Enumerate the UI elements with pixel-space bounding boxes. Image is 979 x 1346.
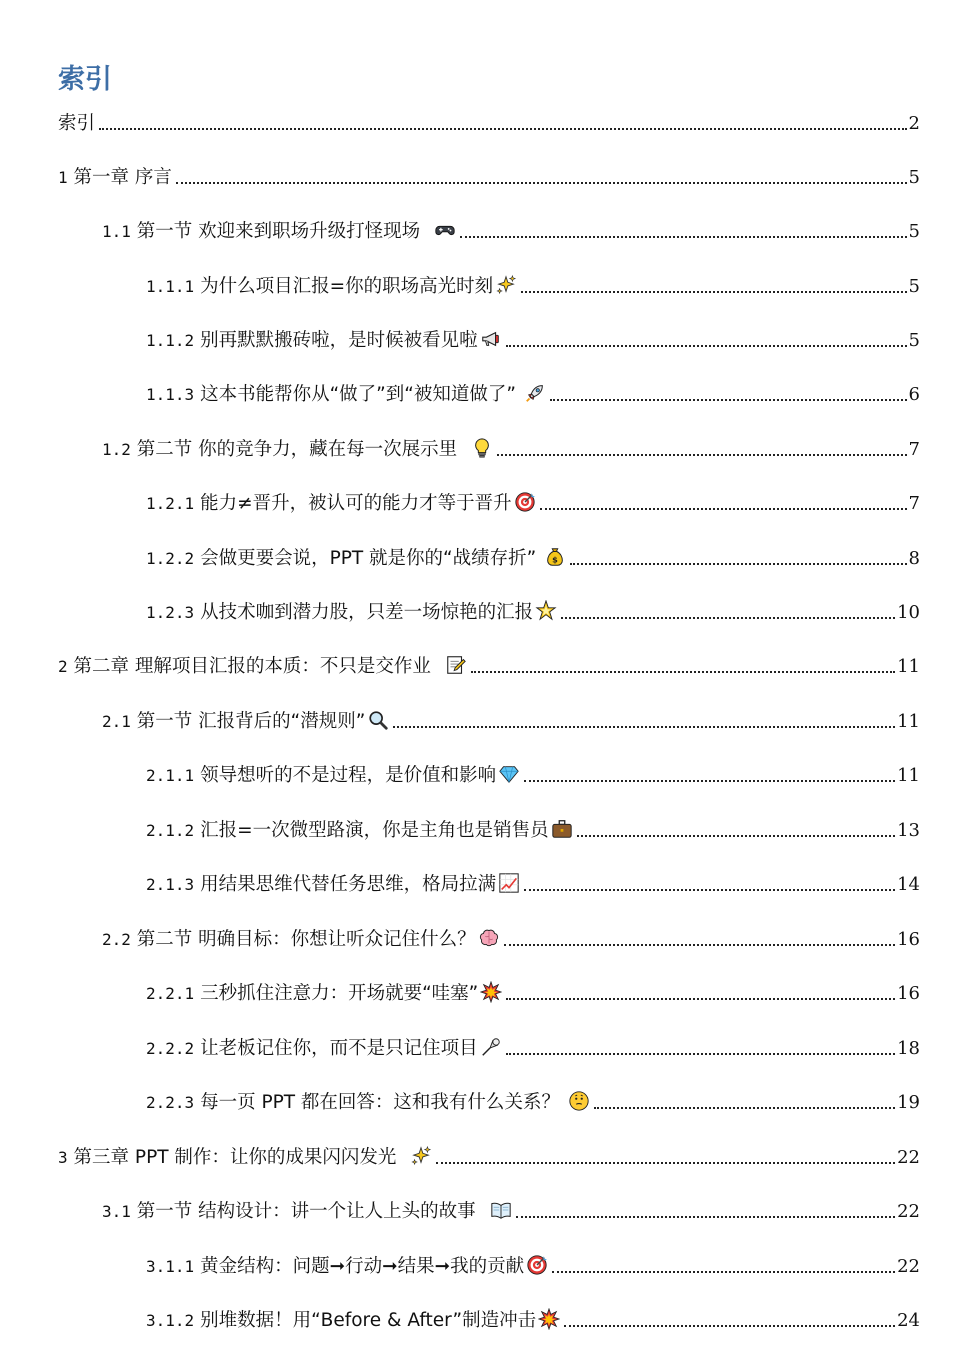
chart-up-icon <box>498 872 520 894</box>
toc-entry-number: 2.2.1 <box>146 984 195 1003</box>
toc-entry[interactable] <box>146 1305 920 1333</box>
toc-entry-number: 1 <box>58 168 68 187</box>
toc-entry[interactable] <box>58 108 920 136</box>
megaphone-icon <box>480 328 502 350</box>
toc-entry[interactable] <box>102 216 920 244</box>
pin-icon <box>480 1036 502 1058</box>
toc-entry-title: 为什么项目汇报=你的职场高光时刻 <box>200 276 494 297</box>
leader-dots <box>460 236 906 238</box>
star-burst-icon <box>535 600 557 622</box>
toc-entry-page: 13 <box>897 820 920 841</box>
lightbulb-icon <box>471 437 493 459</box>
toc-entry-page: 14 <box>897 874 920 895</box>
toc-entry-title: 别再默默搬砖啦，是时候被看见啦 <box>200 330 478 351</box>
toc-entry-title: 让老板记住你，而不是只记住项目 <box>200 1038 478 1059</box>
toc-entry-number: 1.1.1 <box>146 277 195 296</box>
leader-dots <box>506 345 907 347</box>
leader-dots <box>524 889 895 891</box>
toc-entry-title: 三秒抓住注意力：开场就要“哇塞” <box>200 983 479 1004</box>
open-book-icon <box>490 1199 512 1221</box>
toc-entry-number: 2.1.3 <box>146 875 195 894</box>
toc-entry-title: 黄金结构：问题➞行动➞结果➞我的贡献 <box>200 1256 525 1277</box>
toc-entry-page: 22 <box>897 1256 920 1277</box>
magnifier-icon <box>367 709 389 731</box>
toc-entry-page: 16 <box>897 983 920 1004</box>
toc-entry[interactable] <box>146 869 920 897</box>
toc-entry-page: 5 <box>908 167 920 188</box>
toc-entry[interactable] <box>146 815 920 843</box>
toc-entry-title: 第三章 PPT 制作：让你的成果闪闪发光 <box>73 1147 397 1168</box>
toc-entry[interactable] <box>146 597 920 625</box>
toc-entry-title: 每一页 PPT 都在回答：这和我有什么关系？ <box>200 1092 560 1113</box>
toc-entry-page: 11 <box>897 656 920 677</box>
toc-entry-title: 第二章 理解项目汇报的本质：不只是交作业 <box>73 656 431 677</box>
toc-entry-page: 16 <box>897 929 920 950</box>
memo-icon <box>445 654 467 676</box>
toc-entry-number: 3.1.2 <box>146 1311 195 1330</box>
toc-entry-number: 2 <box>58 657 68 676</box>
toc-entry-title: 第一节 汇报背后的“潜规则” <box>136 711 366 732</box>
leader-dots <box>540 508 907 510</box>
toc-entry-number: 2.1 <box>102 712 131 731</box>
svg-text:$: $ <box>552 554 558 565</box>
toc-entry-page: 5 <box>908 276 920 297</box>
toc-entry-number: 1.2.1 <box>146 494 195 513</box>
money-bag-icon <box>544 546 566 568</box>
leader-dots <box>393 726 895 728</box>
toc-entry[interactable] <box>146 543 920 571</box>
toc-entry-number: 3.1 <box>102 1202 131 1221</box>
toc-entry[interactable] <box>146 1251 920 1279</box>
toc-entry-title: 索引 <box>58 113 96 134</box>
toc-entry-title: 这本书能帮你从“做了”到“被知道做了” <box>200 384 516 405</box>
leader-dots <box>521 291 906 293</box>
toc-entry-page: 10 <box>897 602 920 623</box>
toc-entry-number: 1.2.2 <box>146 549 195 568</box>
toc-entry-title: 用结果思维代替任务思维，格局拉满 <box>200 874 497 895</box>
toc-entry-title: 会做更要会说，PPT 就是你的“战绩存折” <box>200 548 537 569</box>
toc-entry-title: 汇报=一次微型路演，你是主角也是销售员 <box>200 820 549 841</box>
toc-entry-number: 1.2.3 <box>146 603 195 622</box>
leader-dots <box>594 1107 895 1109</box>
briefcase-icon <box>551 818 573 840</box>
toc-entry-title: 第二节 明确目标：你想让听众记住什么？ <box>136 929 476 950</box>
toc-entry[interactable] <box>146 978 920 1006</box>
toc-entry-page: 8 <box>908 548 920 569</box>
toc-entry-page: 11 <box>897 765 920 786</box>
toc-entry-number: 2.2 <box>102 930 131 949</box>
toc-entry[interactable] <box>102 1196 920 1224</box>
toc-entry-number: 2.2.2 <box>146 1039 195 1058</box>
toc-entry-page: 5 <box>908 221 920 242</box>
toc-entry-page: 18 <box>897 1038 920 1059</box>
toc-entry-page: 2 <box>908 113 920 134</box>
toc-entry-page: 22 <box>897 1201 920 1222</box>
toc-entry-page: 11 <box>897 711 920 732</box>
toc-entry-title: 第一章 序言 <box>73 167 172 188</box>
toc-entry-number: 1.2 <box>102 440 131 459</box>
leader-dots <box>561 617 895 619</box>
leader-dots <box>524 780 895 782</box>
leader-dots <box>550 399 907 401</box>
target-icon <box>526 1254 548 1276</box>
thinking-face-icon <box>568 1090 590 1112</box>
leader-dots <box>176 182 907 184</box>
toc-entry-number: 3.1.1 <box>146 1257 195 1276</box>
toc-entry-title: 从技术咖到潜力股，只差一场惊艳的汇报 <box>200 602 534 623</box>
leader-dots <box>516 1216 896 1218</box>
toc-entry[interactable] <box>146 488 920 516</box>
toc-entry[interactable] <box>58 651 920 679</box>
toc-entry[interactable] <box>146 1087 920 1115</box>
toc-entry[interactable] <box>146 760 920 788</box>
toc-entry-page: 22 <box>897 1147 920 1168</box>
toc-entry[interactable] <box>146 379 920 407</box>
leader-dots <box>436 1162 895 1164</box>
sparkles-icon <box>495 274 517 296</box>
index-heading: 索引 <box>58 64 112 95</box>
leader-dots <box>506 1053 896 1055</box>
toc-entry-title: 第一节 欢迎来到职场升级打怪现场 <box>136 221 421 242</box>
toc-entry[interactable] <box>146 1033 920 1061</box>
diamond-icon <box>498 763 520 785</box>
toc-entry-number: 2.1.1 <box>146 766 195 785</box>
toc-entry[interactable] <box>102 434 920 462</box>
leader-dots <box>471 671 895 673</box>
leader-dots <box>564 1325 895 1327</box>
toc-entry-page: 7 <box>908 439 920 460</box>
toc-entry-number: 1.1.2 <box>146 331 195 350</box>
leader-dots <box>552 1271 895 1273</box>
leader-dots <box>577 835 896 837</box>
toc-entry-title: 第一节 结构设计：讲一个让人上头的故事 <box>136 1201 476 1222</box>
toc-entry-page: 5 <box>908 330 920 351</box>
leader-dots <box>506 998 895 1000</box>
toc-entry-number: 2.2.3 <box>146 1093 195 1112</box>
toc-entry-number: 1.1 <box>102 222 131 241</box>
toc-entry[interactable] <box>102 706 920 734</box>
toc-entry-title: 第二节 你的竞争力，藏在每一次展示里 <box>136 439 458 460</box>
rocket-icon <box>524 382 546 404</box>
brain-icon <box>478 927 500 949</box>
target-icon <box>514 491 536 513</box>
toc-entry[interactable] <box>102 924 920 952</box>
leader-dots <box>99 128 907 130</box>
toc-entry[interactable] <box>58 162 920 190</box>
toc-entry-title: 领导想听的不是过程，是价值和影响 <box>200 765 497 786</box>
gamepad-icon <box>434 219 456 241</box>
toc-entry-page: 24 <box>897 1310 920 1331</box>
leader-dots <box>497 454 906 456</box>
toc-entry[interactable] <box>58 1142 920 1170</box>
toc-entry-page: 19 <box>897 1092 920 1113</box>
toc-entry-title: 别堆数据！用“Before & After”制造冲击 <box>200 1310 537 1331</box>
collision-icon <box>480 981 502 1003</box>
toc-entry[interactable] <box>146 271 920 299</box>
leader-dots <box>504 944 895 946</box>
toc-entry-page: 7 <box>908 493 920 514</box>
toc-entry-number: 2.1.2 <box>146 821 195 840</box>
toc-entry-number: 3 <box>58 1148 68 1167</box>
leader-dots <box>570 563 906 565</box>
toc-entry-page: 6 <box>908 384 920 405</box>
collision-icon <box>538 1308 560 1330</box>
toc-entry-title: 能力≠晋升，被认可的能力才等于晋升 <box>200 493 512 514</box>
sparkles-icon <box>410 1145 432 1167</box>
toc-entry-number: 1.1.3 <box>146 385 195 404</box>
toc-entry[interactable] <box>146 325 920 353</box>
